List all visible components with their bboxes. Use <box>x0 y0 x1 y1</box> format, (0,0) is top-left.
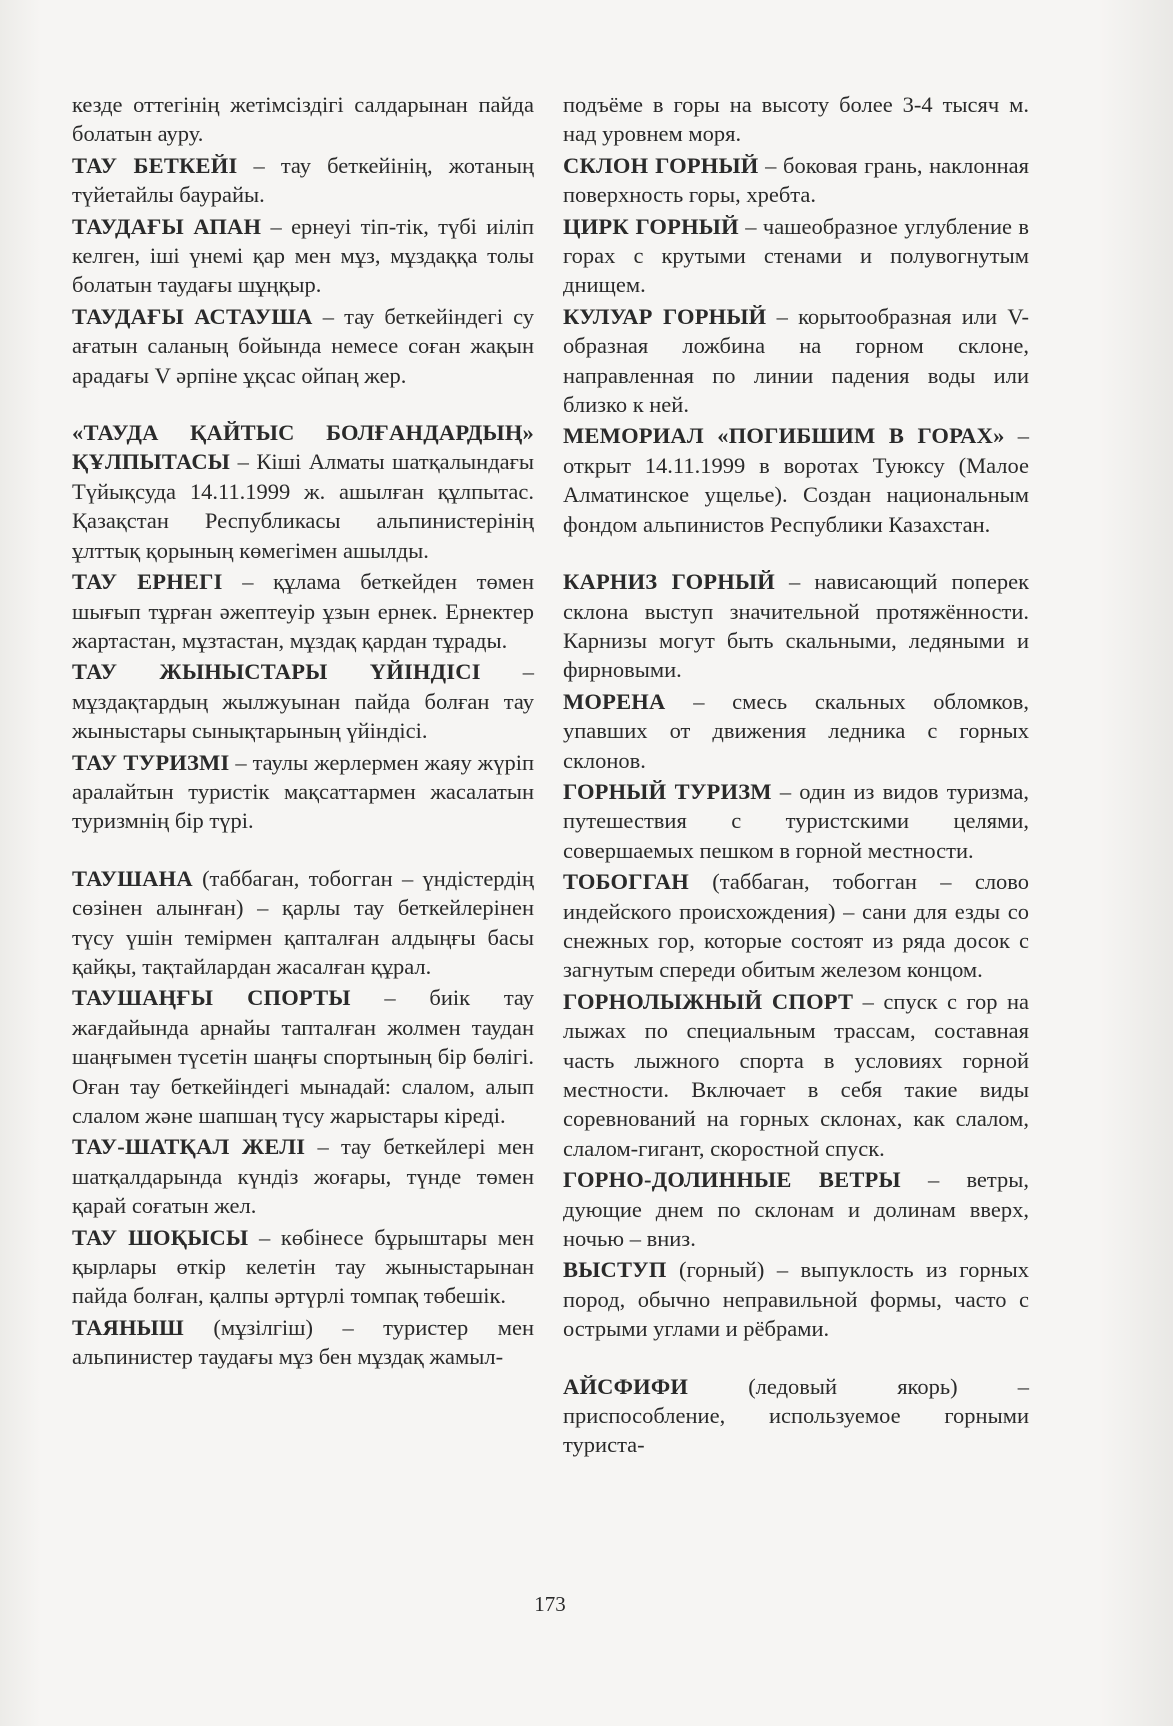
entry: ГОРНЫЙ ТУРИЗМ – один из видов туризма, путешествия с туристскими целями, совершаемых пешком в горной местности. <box>563 778 1030 863</box>
entry-definition: тау беткейіндегі су ағатын саланың бойында немесе соған жақын арадағы V әрпіне ұқсас ойпаң жер. <box>72 303 535 388</box>
entry-term: «ТАУДА ҚАЙТЫС БОЛҒАНДАРДЫҢ» ҚҰЛПЫТАСЫ <box>72 420 534 475</box>
entry-term: ГОРНО-ДОЛИННЫЕ ВЕТРЫ <box>563 1167 901 1193</box>
entry-term: ТАУДАҒЫ АСТАУША <box>72 303 313 329</box>
entry-definition: туристер мен альпинистер таудағы мұз бен мұздақ жамыл- <box>72 1314 535 1370</box>
entry-definition: слово индейского происхождения) – сани для езды со снежных гор, которые состоят из ряда досок с загнутым спереди обитым железом концом. <box>563 869 1030 983</box>
entry: ГОРНО-ДОЛИННЫЕ ВЕТРЫ – ветры, дующие днем по склонам и долинам вверх, ночью – вниз. <box>563 1167 1030 1252</box>
entry-term: МОРЕНА <box>563 688 666 714</box>
entry-definition: биік тау жағдайында арнайы тапталған жолмен таудан шаңғымен түсетін шаңғы спортының бір бөлігі. Оған тау беткейіндегі мынадай: слалом, алып слалом және шапшаң түсу жарыстары кіреді. <box>72 985 535 1128</box>
entry: ТАЯНЫШ (мұзілгіш) – туристер мен альпинистер таудағы мұз бен мұздақ жамыл- <box>72 1314 535 1370</box>
left-column <box>72 90 534 1374</box>
entry-definition: таулы жерлермен жаяу жүріп аралайтын туристік мақсаттармен жасалатын туризмнің бір түрі. <box>72 749 534 834</box>
entry: ТАУШАҢҒЫ СПОРТЫ – биік тау жағдайында арнайы тапталған жолмен таудан шаңғымен түсетін шаңғы спортының бір бөлігі. Оған тау беткейіндегі мынадай: слалом, алып слалом және шапшаң түсу жарыстары кіреді. <box>72 985 535 1128</box>
entry: ВЫСТУП (горный) – выпуклость из горных пород, обычно неправильной формы, часто с острыми углами и рёбрами. <box>563 1257 1030 1342</box>
entry-definition: үндістердің сөзінен алынған) – қарлы тау беткейлерінен түсу үшін темірмен қапталған алдыңғы басы қайқы, тақтайлардан жасалған құрал. <box>72 865 535 979</box>
entry: ТАУ ТУРИЗМІ – таулы жерлермен жаяу жүріп аралайтын туристік мақсаттармен жасалатын туризмнің бір түрі. <box>72 749 534 834</box>
entry-definition: открыт 14.11.1999 в воротах Туюксу (Малое Алматинское ущелье). Создан национальным фондом альпинистов Республики Казахстан. <box>563 452 1029 537</box>
entry-term: ТОБОГГАН <box>563 869 689 895</box>
entry-definition: тау беткейлері мен шатқалдарында күндіз жоғары, түнде төмен қарай соғатын жел. <box>72 1134 534 1219</box>
entry-term: ТАУ ЕРНЕГІ <box>72 569 223 595</box>
entry: ТАУ БЕТКЕЙІ – тау беткейінің, жотаның түйетайлы баурайы. <box>72 152 534 208</box>
entry-definition: корытообразная или V-образная ложбина на горном склоне, направленная по линии падения воды или близко к ней. <box>563 303 1030 418</box>
entry: ТАУДАҒЫ АПАН – ернеуі тіп-тік, түбі иіліп келген, іші үнемі қар мен мұз, мұздаққа толы болатын таудағы шұңқыр. <box>72 213 535 298</box>
entry: ТАУДАҒЫ АСТАУША – тау беткейіндегі су ағатын саланың бойында немесе соған жақын арадағы V әрпіне ұқсас ойпаң жер. <box>72 303 535 388</box>
entry-term: ТАУ ЖЫНЫСТАРЫ ҮЙІНДІСІ <box>72 659 481 685</box>
entry: ГОРНОЛЫЖНЫЙ СПОРТ – спуск с гор на лыжах по специальным трассам, составная часть лыжного спорта в условиях горной местности. Включает в себя такие виды соревнований на горных склонах, как слалом, слалом-гигант, скоростной спуск. <box>563 988 1030 1161</box>
entry: КАРНИЗ ГОРНЫЙ – нависающий поперек склона выступ значительной протяжённости. Карнизы могут быть скальными, ледяными и фирновыми. <box>563 569 1030 683</box>
entry-continuation: подъёме в горы на высоту более 3-4 тысяч м. над уровнем моря. <box>563 92 1029 147</box>
page-number: 173 <box>534 1592 566 1616</box>
entry-term: ТАУДАҒЫ АПАН <box>72 213 262 239</box>
entry-definition: смесь скальных обломков, упавших от движения ледника с горных склонов. <box>563 688 1030 773</box>
entry-term: ТАУШАНА <box>72 865 193 891</box>
entry: ТАУ ЕРНЕГІ – құлама беткейден төмен шығып тұрған әжептеуір ұзын ернек. Ернектер жартастан, мұзтастан, мұздақ қардан тұрады. <box>72 569 535 653</box>
entry-definition: боковая грань, наклонная поверхность горы, хребта. <box>563 152 1029 208</box>
entry-definition: выпуклость из горных пород, обычно неправильной формы, часто с острыми углами и рёбрами. <box>563 1257 1030 1342</box>
entry-term: ГОРНЫЙ ТУРИЗМ <box>563 778 772 804</box>
entry-term: ГОРНОЛЫЖНЫЙ СПОРТ <box>563 988 854 1014</box>
entry-term: ЦИРК ГОРНЫЙ <box>563 213 739 239</box>
entry-term: КУЛУАР ГОРНЫЙ <box>563 303 767 329</box>
entry: ЦИРК ГОРНЫЙ – чашеобразное углубление в горах с крутыми стенами и полувогнутым днищем. <box>563 213 1030 298</box>
entry-definition: тау беткейінің, жотаның түйетайлы баурайы. <box>72 152 534 208</box>
entry: ТАУ-ШАТҚАЛ ЖЕЛІ – тау беткейлері мен шатқалдарында күндіз жоғары, түнде төмен қарай соғатын жел. <box>72 1134 534 1219</box>
entry-definition: құлама беткейден төмен шығып тұрған әжептеуір ұзын ернек. Ернектер жартастан, мұзтастан, мұздақ қардан тұрады. <box>72 569 535 653</box>
entry-definition: ветры, дующие днем по склонам и долинам вверх, ночью – вниз. <box>563 1167 1030 1252</box>
entry-term: ВЫСТУП <box>563 1257 667 1283</box>
entry: СКЛОН ГОРНЫЙ – боковая грань, наклонная поверхность горы, хребта. <box>563 152 1029 208</box>
entry: КУЛУАР ГОРНЫЙ – корытообразная или V-образная ложбина на горном склоне, направленная по линии падения воды или близко к ней. <box>563 303 1030 418</box>
entry-term: ТАУ ТУРИЗМІ <box>72 749 230 775</box>
entry: МЕМОРИАЛ «ПОГИБШИМ В ГОРАХ» – открыт 14.11.1999 в воротах Туюксу (Малое Алматинское ущелье). Создан национальным фондом альпинистов Республики Казахстан. <box>563 423 1029 537</box>
entry-continuation: кезде оттегінің жетімсіздігі салдарынан пайда болатын ауру. <box>72 92 534 147</box>
entry: МОРЕНА – смесь скальных обломков, упавших от движения ледника с горных склонов. <box>563 688 1030 773</box>
entry-definition: Кіші Алматы шатқалындағы Түйықсуда 14.11.1999 ж. ашылған құлпытас. Қазақстан Республикасы альпинистерінің ұлттық қорының көмегімен ашылды. <box>72 449 534 563</box>
entry-term: ТАЯНЫШ <box>72 1314 184 1340</box>
entry-term: ТАУШАҢҒЫ СПОРТЫ <box>72 985 351 1011</box>
entry-term: ТАУ ШОҚЫСЫ <box>72 1224 249 1250</box>
entry-term: АЙСФИФИ <box>563 1373 689 1399</box>
entry-definition: көбінесе бұрыштары мен қырлары өткір келетін тау жыныстарынан пайда болған, қалпы әртүрлі томпақ төбешік. <box>72 1224 534 1309</box>
entry: ТАУШАНА (таббаган, тобогган – үндістердің сөзінен алынған) – қарлы тау беткейлерінен түсу үшін темірмен қапталған алдыңғы басы қайқы, тақтайлардан жасалған құрал. <box>72 865 535 979</box>
entry-definition: один из видов туризма, путешествия с туристскими целями, совершаемых пешком в горной местности. <box>563 778 1030 863</box>
entry-term: ТАУ БЕТКЕЙІ <box>72 152 238 178</box>
entry-definition: приспособление, используемое горными туриста- <box>563 1403 1029 1458</box>
entry-definition: нависающий поперек склона выступ значительной протяжённости. Карнизы могут быть скальными, ледяными и фирновыми. <box>563 569 1030 683</box>
right-column <box>563 90 1029 1462</box>
entry: «ТАУДА ҚАЙТЫС БОЛҒАНДАРДЫҢ» ҚҰЛПЫТАСЫ – Кіші Алматы шатқалындағы Түйықсуда 14.11.1999 ж. ашылған құлпытас. Қазақстан Республикасы альпинистерінің ұлттық қорының көмегімен ашылды. <box>72 420 534 563</box>
entry-definition: ернеуі тіп-тік, түбі иіліп келген, іші үнемі қар мен мұз, мұздаққа толы болатын таудағы шұңқыр. <box>72 213 535 298</box>
entry: ТОБОГГАН (таббаган, тобогган – слово индейского происхождения) – сани для езды со снежных гор, которые состоят из ряда досок с загнутым спереди обитым железом концом. <box>563 869 1030 983</box>
entry-definition: чашеобразное углубление в горах с крутыми стенами и полувогнутым днищем. <box>563 213 1030 298</box>
entry: ТАУ ЖЫНЫСТАРЫ ҮЙІНДІСІ – мұздақтардың жылжуынан пайда болған тау жыныстары сынықтарының үйіндісі. <box>72 659 534 744</box>
entry-term: МЕМОРИАЛ «ПОГИБШИМ В ГОРАХ» <box>563 423 1005 449</box>
entry: ТАУ ШОҚЫСЫ – көбінесе бұрыштары мен қырлары өткір келетін тау жыныстарынан пайда болған, қалпы әртүрлі томпақ төбешік. <box>72 1224 534 1309</box>
entry-definition: спуск с гор на лыжах по специальным трассам, составная часть лыжного спорта в условиях горной местности. Включает в себя такие виды соревнований на горных склонах, как слалом, слалом-гигант, скоростной спуск. <box>563 988 1030 1161</box>
entry: АЙСФИФИ (ледовый якорь) – приспособление, используемое горными туриста- <box>563 1373 1029 1458</box>
entry-term: ТАУ-ШАТҚАЛ ЖЕЛІ <box>72 1134 306 1160</box>
entry-term: КАРНИЗ ГОРНЫЙ <box>563 569 775 595</box>
entry-term: СКЛОН ГОРНЫЙ <box>563 152 759 178</box>
entry-definition: мұздақтардың жылжуынан пайда болған тау жыныстары сынықтарының үйіндісі. <box>72 688 534 744</box>
